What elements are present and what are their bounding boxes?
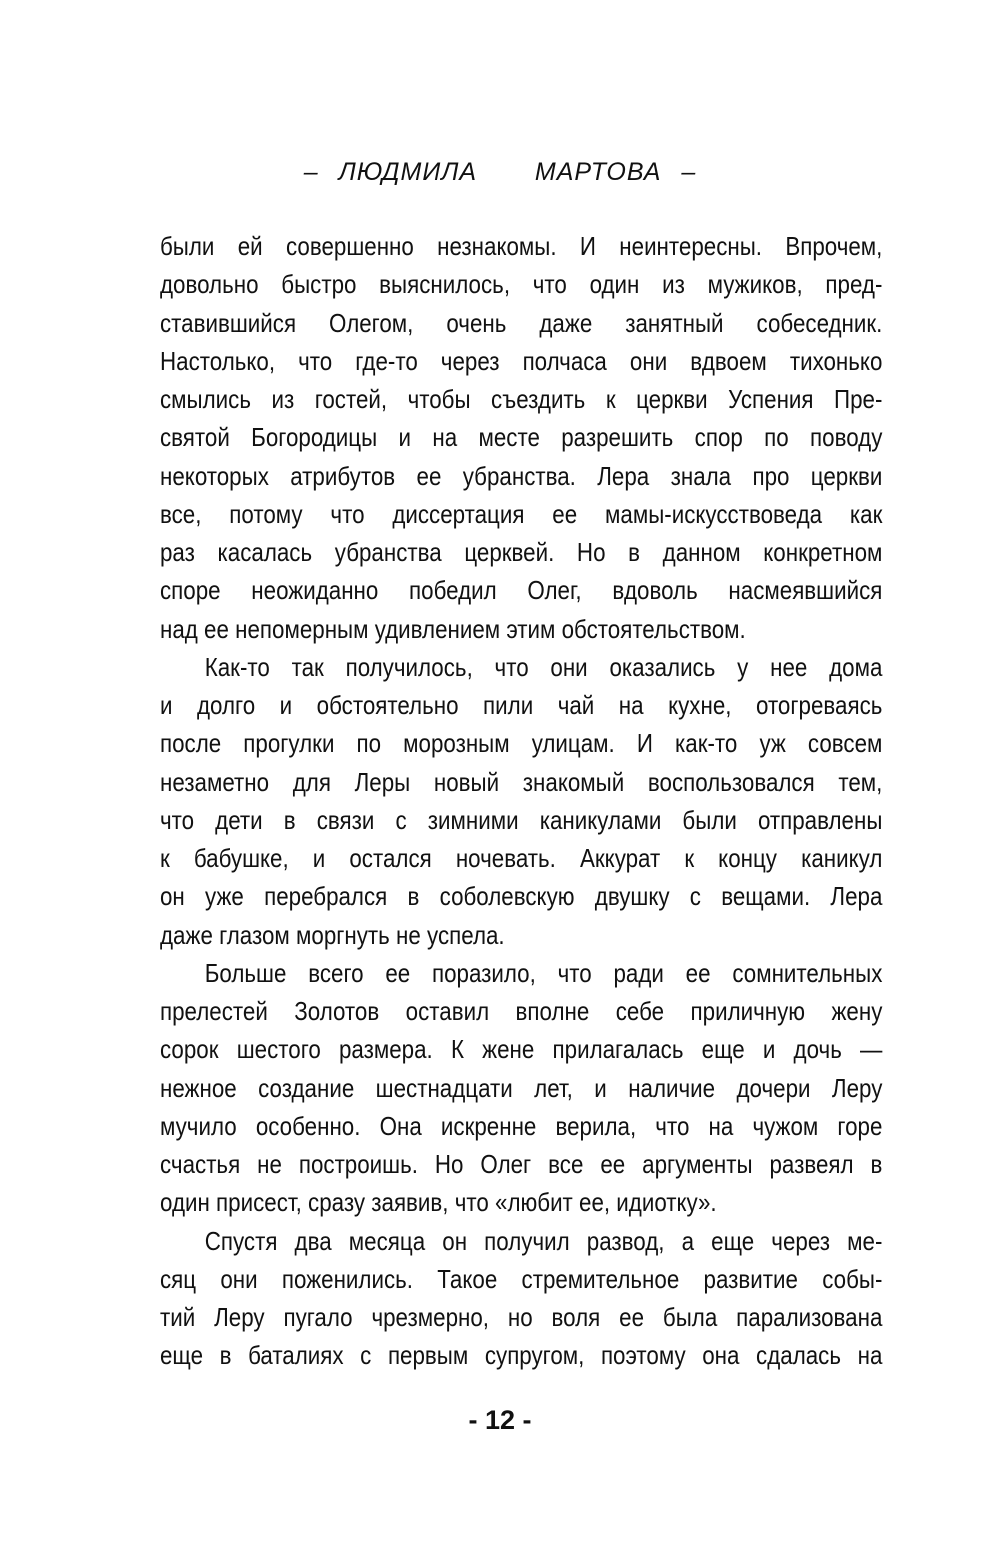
text-line: мучило особенно. Она искренне верила, что на чужом горе bbox=[160, 1110, 883, 1141]
paragraph bbox=[160, 1222, 882, 1375]
text-line: сорок шестого размера. К жене прилагалась еще и дочь — bbox=[160, 1034, 883, 1065]
text-line: были ей совершенно незнакомы. И неинтересны. Впрочем, bbox=[160, 231, 883, 261]
text-line: над ее непомерным удивлением этим обстоятельством. bbox=[160, 613, 746, 644]
text-line: незаметно для Леры новый знакомый воспользовался тем, bbox=[160, 766, 883, 797]
text-line: счастья не построишь. Но Олег все ее аргументы развеял в bbox=[160, 1149, 883, 1179]
text-line: ставившийся Олегом, очень даже занятный собеседник. bbox=[160, 307, 883, 338]
text-line: к бабушке, и остался ночевать. Аккурат к концу каникул bbox=[160, 843, 883, 873]
text-line: еще в баталиях с первым супругом, поэтому она сдалась на bbox=[160, 1340, 883, 1371]
running-head-dash-left: – bbox=[303, 158, 319, 186]
running-head bbox=[0, 158, 1000, 187]
text-line: даже глазом моргнуть не успела. bbox=[160, 919, 505, 950]
text-line: нежное создание шестнадцати лет, и наличие дочери Леру bbox=[160, 1072, 883, 1103]
text-line: смылись из гостей, чтобы съездить к церкви Успения Пре- bbox=[160, 384, 883, 414]
text-line: сяц они поженились. Такое стремительное развитие собы- bbox=[160, 1263, 883, 1294]
paragraph bbox=[160, 954, 882, 1222]
text-line: некоторых атрибутов ее убранства. Лера знала про церкви bbox=[160, 460, 883, 491]
text-line: Больше всего ее поразило, что ради ее сомнительных bbox=[204, 957, 883, 988]
running-head-dash-right: – bbox=[681, 158, 697, 186]
text-line: прелестей Золотов оставил вполне себе приличную жену bbox=[160, 996, 883, 1026]
text-line: раз касалась убранства церквей. Но в данном конкретном bbox=[160, 537, 883, 567]
text-line: что дети в связи с зимними каникулами были отправлены bbox=[160, 804, 883, 835]
text-line: после прогулки по морозным улицам. И как-то уж совсем bbox=[160, 728, 883, 759]
paragraph bbox=[160, 227, 882, 648]
text-line: один присест, сразу заявив, что «любит ее, идиотку». bbox=[160, 1187, 717, 1218]
text-line: Настолько, что где-то через полчаса они вдвоем тихонько bbox=[160, 345, 883, 376]
text-line: Как-то так получилось, что они оказались у нее дома bbox=[204, 651, 883, 682]
text-line: довольно быстро выяснилось, что один из мужиков, пред- bbox=[160, 269, 883, 300]
body-text bbox=[160, 227, 883, 1375]
text-line: святой Богородицы и на месте разрешить спор по поводу bbox=[160, 422, 883, 453]
author-last-name: МАРТОВА bbox=[534, 158, 662, 186]
page-number: - 12 - bbox=[468, 1405, 532, 1435]
text-line: споре неожиданно победил Олег, вдоволь насмеявшийся bbox=[160, 575, 883, 606]
author-first-name: ЛЮДМИЛА bbox=[338, 158, 478, 186]
text-line: все, потому что диссертация ее мамы-искусствоведа как bbox=[160, 498, 883, 529]
text-line: тий Леру пугало чрезмерно, но воля ее была парализована bbox=[160, 1302, 883, 1332]
text-line: Спустя два месяца он получил развод, а еще через ме- bbox=[204, 1225, 883, 1256]
text-line: и долго и обстоятельно пили чай на кухне, отогреваясь bbox=[160, 690, 883, 720]
paragraph bbox=[160, 648, 882, 954]
text-line: он уже перебрался в соболевскую двушку с вещами. Лера bbox=[160, 881, 883, 912]
